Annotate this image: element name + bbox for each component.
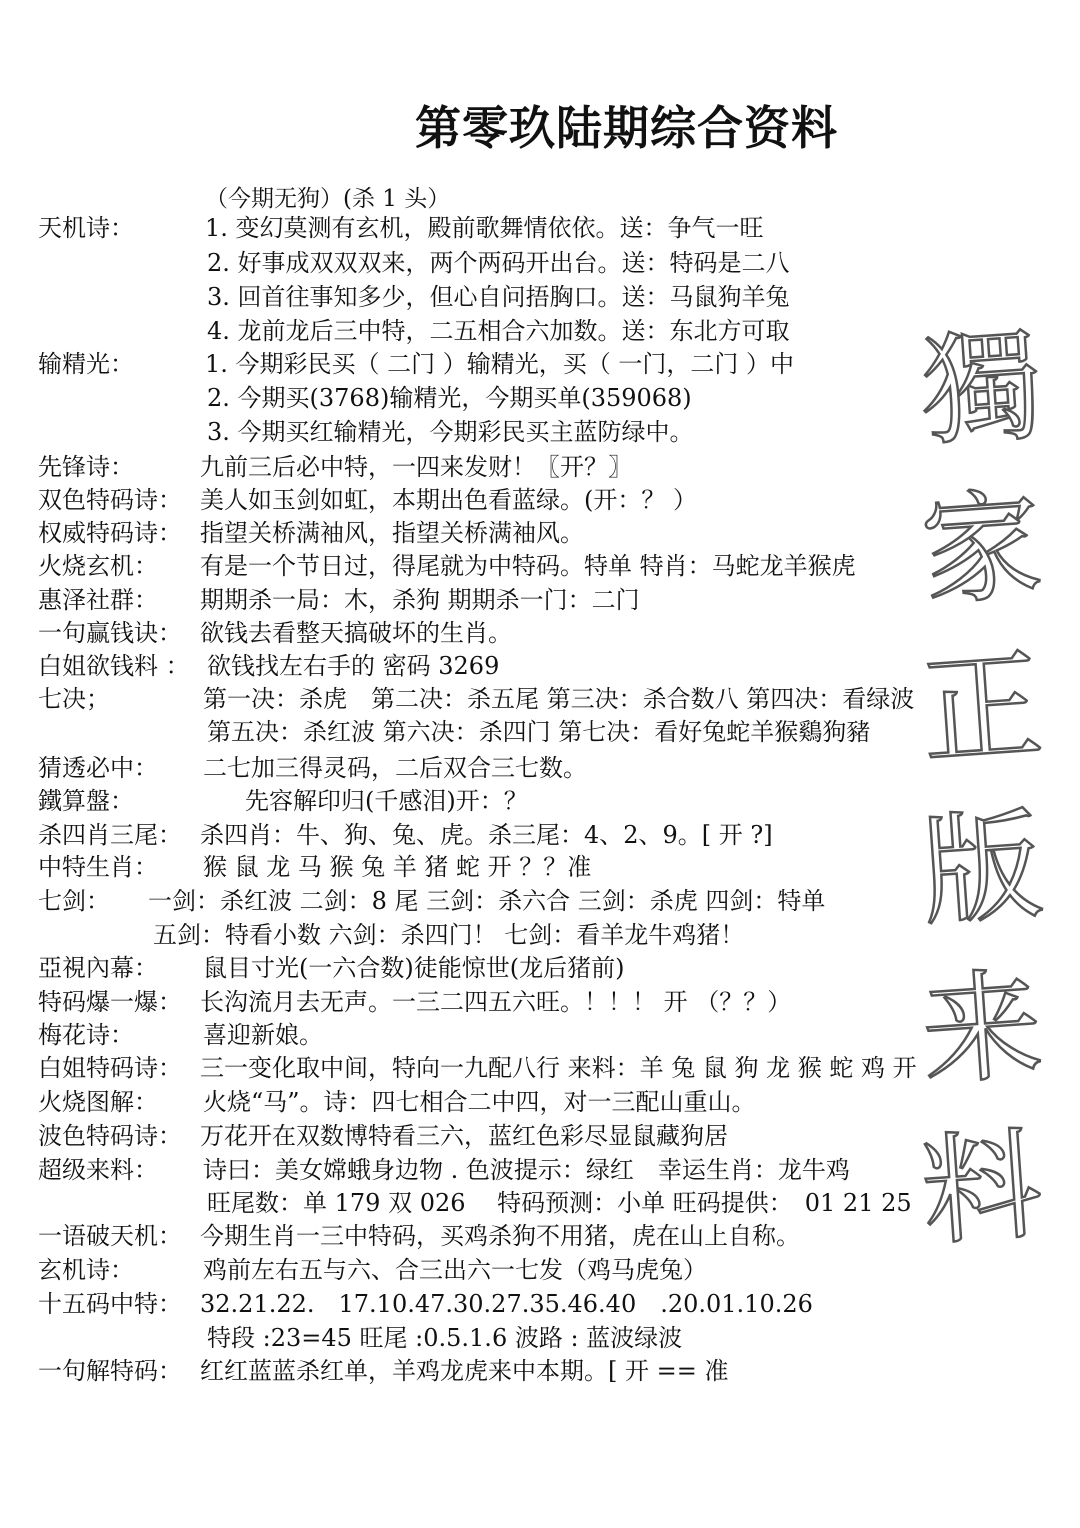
row-content: 鼠目寸光(一六合数)徒能惊世(龙后猪前) (203, 954, 625, 982)
page-title: 第零玖陆期综合资料 (415, 101, 838, 155)
row-content: 4. 龙前龙后三中特，二五相合六加数。送：东北方可取 (207, 317, 790, 345)
row-label: 梅花诗： (38, 1021, 134, 1049)
row-label: 双色特码诗： (38, 486, 182, 514)
row-content: 旺尾数：单 179 双 026 特码预测：小单 旺码提供： 01 21 25 (207, 1189, 912, 1217)
row-label: 七决； (38, 685, 110, 713)
row-content: 五剑：特看小数 六剑：杀四门！ 七剑：看羊龙牛鸡猪！ (153, 921, 745, 949)
watermark-char: 正 (917, 635, 1047, 784)
watermark-char: 家 (917, 475, 1047, 624)
row-content: 杀四肖：牛、狗、兔、虎。杀三尾：4、2、9。[ 开 ?] (200, 821, 773, 849)
row-content: 喜迎新娘。 (203, 1021, 323, 1049)
row-label: 鐵算盤： (38, 787, 134, 815)
row-content: 有是一个节日过，得尾就为中特码。特单 特肖：马蛇龙羊猴虎 (200, 552, 856, 580)
row-label: 火烧图解： (38, 1088, 158, 1116)
row-content: 指望关桥满袖风，指望关桥满袖风。 (200, 519, 584, 547)
row-label: 一句解特码： (38, 1357, 182, 1385)
row-label: 白姐欲钱料 ： (38, 652, 190, 680)
row-content: 3. 今期买红输精光，今期彩民买主蓝防绿中。 (207, 418, 694, 446)
row-content: 1. 变幻莫测有玄机，殿前歌舞情依依。送：争气一旺 (205, 214, 764, 242)
row-content: 二七加三得灵码，二后双合三七数。 (203, 754, 587, 782)
row-content: 32.21.22. 17.10.47.30.27.35.46.40 .20.01.10.26 (200, 1290, 813, 1318)
watermark-char: 版 (917, 795, 1047, 944)
row-content: 红红蓝蓝杀红单，羊鸡龙虎来中本期。[ 开 == 准 (200, 1357, 729, 1385)
row-content: 欲钱去看整天搞破坏的生肖。 (200, 619, 512, 647)
row-content: 特段 :23=45 旺尾 :0.5.1.6 波路 : 蓝波绿波 (207, 1324, 683, 1352)
row-label: 惠泽社群： (38, 586, 158, 614)
row-content: 火烧“马”。诗：四七相合二中四，对一三配山重山。 (203, 1088, 756, 1116)
subtitle: （今期无狗）(杀 1 头） (205, 186, 451, 212)
row-content: 今期生肖一三中特码，买鸡杀狗不用猪，虎在山上自称。 (200, 1222, 800, 1250)
row-content: 2. 今期买(3768)输精光，今期买单(359068) (207, 384, 692, 412)
watermark-char: 来 (917, 955, 1047, 1104)
row-content: 美人如玉剑如虹，本期出色看蓝绿。(开：？ ） (200, 486, 697, 514)
row-label: 先锋诗： (38, 453, 134, 481)
row-content: 九前三后必中特，一四来发财！〖开？〗 (200, 453, 632, 481)
watermark-char: 獨 (917, 315, 1047, 464)
row-label: 输精光： (38, 350, 134, 378)
row-content: 诗曰：美女嫦蛾身边物 . 色波提示：绿红 幸运生肖：龙牛鸡 (203, 1156, 850, 1184)
row-label: 波色特码诗： (38, 1122, 182, 1150)
row-content: 2. 好事成双双双来，两个两码开出台。送：特码是二八 (207, 249, 790, 277)
row-label: 火烧玄机： (38, 552, 158, 580)
row-label: 一语破天机： (38, 1222, 182, 1250)
row-label: 白姐特码诗： (38, 1054, 182, 1082)
row-content: 长沟流月去无声。一三二四五六旺。！！！ 开 （？？） (200, 988, 792, 1016)
row-label: 杀四肖三尾： (38, 821, 182, 849)
row-content: 欲钱找左右手的 密码 3269 (207, 652, 500, 680)
row-label: 权威特码诗： (38, 519, 182, 547)
row-content: 第五决：杀红波 第六决：杀四门 第七决：看好兔蛇羊猴鷄狗豬 (207, 718, 871, 746)
row-content: 先容解印归(千感泪)开：？ (245, 787, 528, 815)
row-label: 七剑： (38, 887, 110, 915)
watermark-stamp (912, 315, 1052, 1400)
row-content: 鸡前左右五与六、合三出六一七发（鸡马虎兔） (203, 1256, 707, 1284)
row-label: 一句赢钱诀： (38, 619, 182, 647)
row-label: 天机诗： (38, 214, 134, 242)
row-content: 第一决：杀虎 第二决：杀五尾 第三决：杀合数八 第四决：看绿波 (203, 685, 915, 713)
watermark-char: 料 (917, 1115, 1047, 1264)
row-label: 亞視內幕： (38, 954, 158, 982)
row-label: 玄机诗： (38, 1256, 134, 1284)
row-content: 三一变化取中间，特向一九配八行 来料：羊 兔 鼠 狗 龙 猴 蛇 鸡 开 (200, 1054, 917, 1082)
row-content: 猴 鼠 龙 马 猴 兔 羊 猪 蛇 开 ？？准 (203, 853, 592, 881)
row-content: 3. 回首往事知多少，但心自问捂胸口。送：马鼠狗羊兔 (207, 283, 790, 311)
row-label: 特码爆一爆： (38, 988, 182, 1016)
row-label: 猜透必中： (38, 754, 158, 782)
row-label: 超级来料： (38, 1156, 158, 1184)
row-label: 中特生肖： (38, 853, 158, 881)
row-label: 十五码中特： (38, 1290, 182, 1318)
row-content: 1. 今期彩民买（ 二门 ）输精光，买（ 一门，二门 ）中 (205, 350, 795, 378)
row-content: 期期杀一局：木，杀狗 期期杀一门：二门 (200, 586, 640, 614)
row-content: 一剑：杀红波 二剑：8 尾 三剑：杀六合 三剑：杀虎 四剑：特单 (148, 887, 826, 915)
row-content: 万花开在双数博特看三六，蓝红色彩尽显鼠藏狗居 (200, 1122, 728, 1150)
